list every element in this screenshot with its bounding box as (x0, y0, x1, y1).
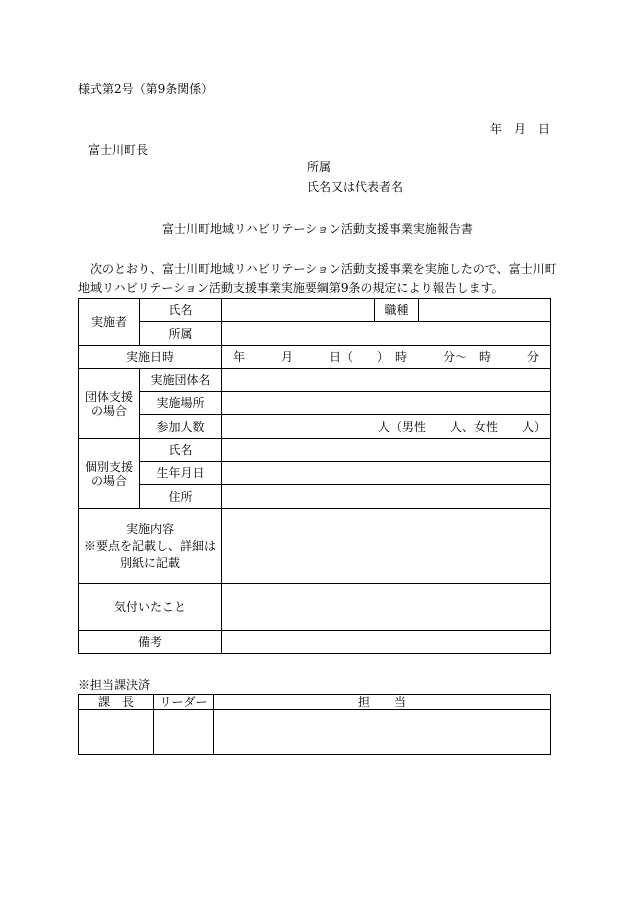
chief-stamp-cell[interactable] (79, 710, 154, 755)
addressee: 富士川町長 (88, 143, 149, 157)
remarks-field[interactable] (222, 631, 551, 654)
content-label-line1: 実施内容 (125, 521, 174, 536)
impl-name-field[interactable] (222, 299, 375, 322)
ind-name-field[interactable] (222, 439, 551, 462)
ind-birth-label: 生年月日 (140, 462, 222, 485)
page-title: 富士川町地域リハビリテーション活動支援事業実施報告書 (162, 222, 473, 236)
job-type-field[interactable] (419, 299, 551, 322)
impl-affiliation-label: 所属 (140, 322, 222, 346)
leader-stamp-cell[interactable] (154, 710, 214, 755)
ind-address-label: 住所 (140, 485, 222, 509)
body-text-line1: 次のとおり、富士川町地域リハビリテーション活動支援事業を実施したので、富士川町 (78, 262, 557, 276)
participants-field[interactable]: 人（男性 人、女性 人） (222, 415, 551, 439)
staff-stamp-cell[interactable] (214, 710, 551, 755)
ind-address-field[interactable] (222, 485, 551, 509)
affiliation-label: 所属 (307, 160, 332, 174)
datetime-label: 実施日時 (79, 346, 222, 369)
datetime-field[interactable]: 年 月 日（ ） 時 分～ 時 分 (222, 346, 551, 369)
body-text-line2: 地域リハビリテーション活動支援事業実施要綱第9条の規定により報告します。 (78, 281, 504, 295)
content-label-line3: 別紙に記載 (119, 555, 180, 570)
implementer-label: 実施者 (79, 299, 140, 346)
approval-table (78, 694, 551, 755)
notes-label: 気付いたこと (79, 584, 222, 631)
form-id: 様式第2号（第9条関係） (78, 82, 214, 96)
content-field[interactable] (222, 509, 551, 584)
group-support-label: 団体支援の場合 (79, 369, 140, 439)
content-label-line2: ※要点を記載し、詳細は (83, 538, 216, 553)
group-name-field[interactable] (222, 369, 551, 392)
group-place-field[interactable] (222, 392, 551, 415)
content-label (79, 509, 222, 584)
remarks-label: 備考 (79, 631, 222, 654)
ind-birth-field[interactable] (222, 462, 551, 485)
impl-name-label: 氏名 (140, 299, 222, 322)
impl-affiliation-field[interactable] (222, 322, 551, 346)
approval-heading: ※担当課決済 (78, 678, 151, 692)
ind-name-label: 氏名 (140, 439, 222, 462)
date-line: 年 月 日 (490, 122, 551, 136)
name-label: 氏名又は代表者名 (307, 180, 404, 194)
report-table (78, 298, 551, 654)
notes-field[interactable] (222, 584, 551, 631)
group-place-label: 実施場所 (140, 392, 222, 415)
group-name-label: 実施団体名 (140, 369, 222, 392)
participants-label: 参加人数 (140, 415, 222, 439)
job-type-label: 職種 (375, 299, 419, 322)
individual-support-label: 個別支援の場合 (79, 439, 140, 509)
chief-header: 課 長 (79, 695, 154, 710)
staff-header: 担 当 (214, 695, 551, 710)
leader-header: リーダー (154, 695, 214, 710)
